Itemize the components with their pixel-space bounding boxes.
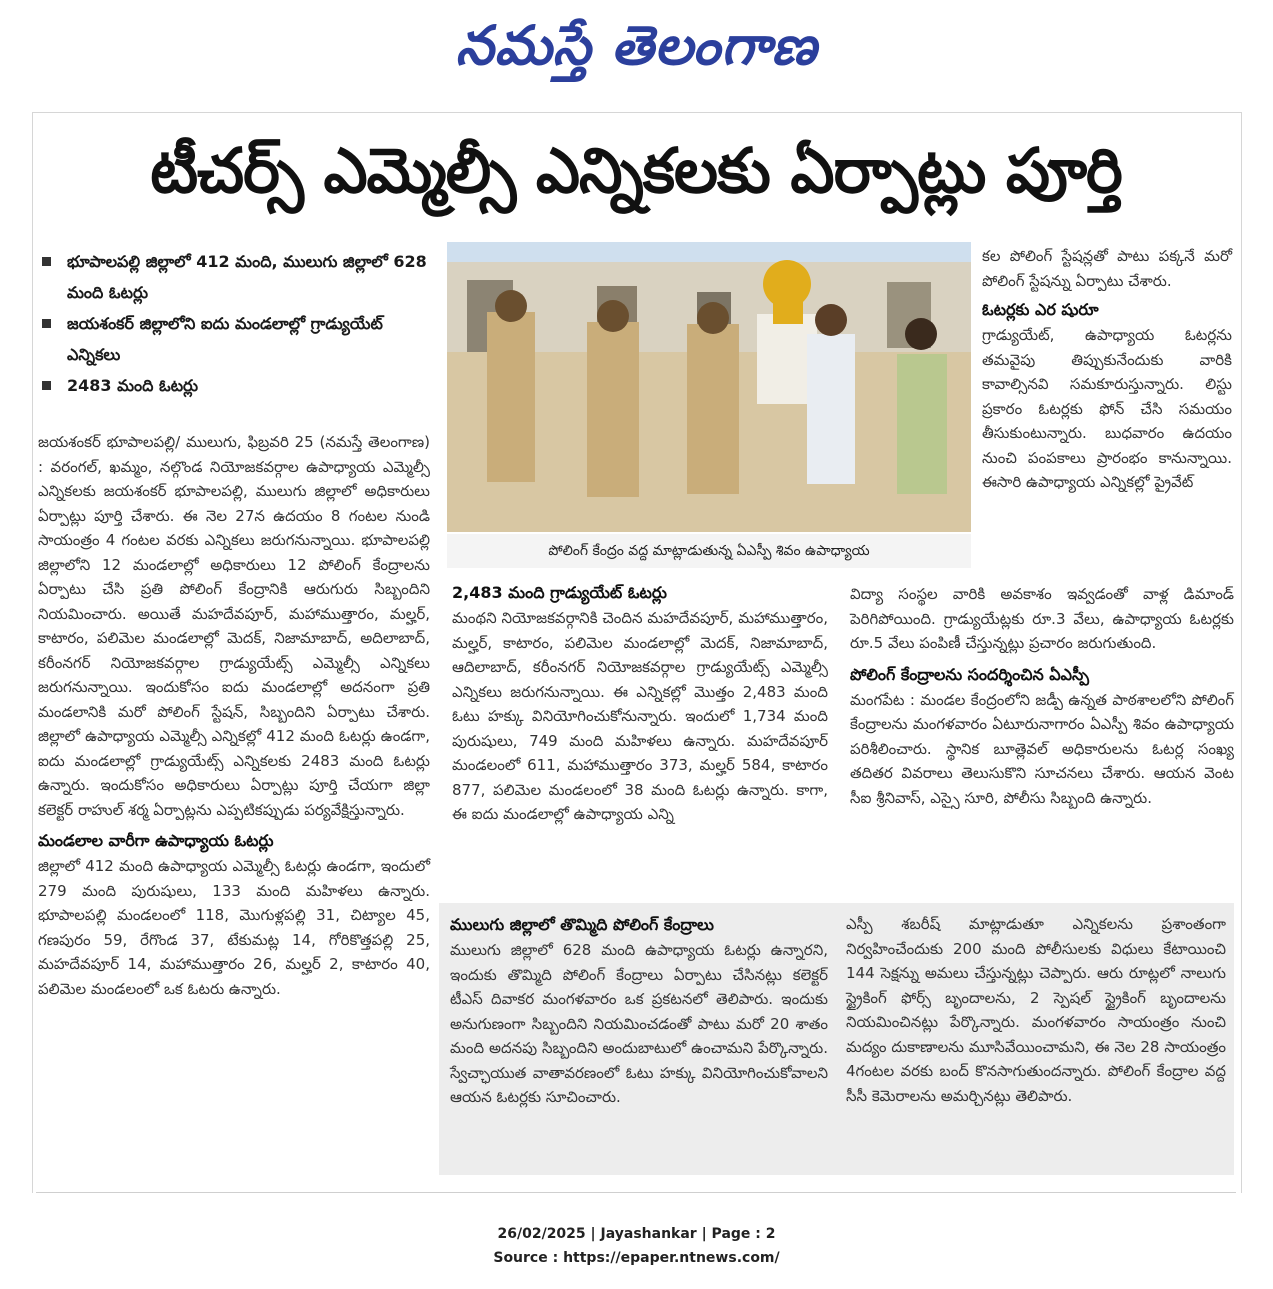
section-heading: ఓటర్లకు ఎర షురూ bbox=[982, 300, 1099, 319]
right-column-bottom bbox=[850, 582, 1234, 810]
bottom-divider bbox=[36, 1192, 1236, 1193]
bullet-list bbox=[36, 246, 431, 401]
box-left-column bbox=[450, 912, 828, 1110]
bullet-square-icon bbox=[42, 319, 51, 328]
box-body: ములుగు జిల్లాలో 628 మంది ఉపాధ్యాయ ఓటర్లు ఉన్నారని, ఇందుకు తొమ్మిది పోలింగ్ కేంద్రాలు ఏర్పాటు చేసినట్లు కలెక్టర్ టీఎస్ దివాకర మంగళవారం ఒక ప్రకటనలో తెలిపారు. ఇందుకు అనుగుణంగా సిబ్బందిని నియమించడంతో పాటు మరో 20 శాతం మంది అదనపు సిబ్బందిని అందుబాటులో ఉంచామని పేర్కొన్నారు. స్వేచ్ఛాయుత వాతావరణంలో ఓటు హక్కు వినియోగించుకోవాలని ఆయన ఓటర్లకు సూచించారు. bbox=[450, 941, 828, 1106]
continued-paragraph: కల పోలింగ్ స్టేషన్లతో పాటు పక్కనే మరో పోలింగ్ స్టేషన్ను ఏర్పాటు చేశారు. bbox=[982, 247, 1232, 290]
box-body: ఎస్పీ శబరీష్ మాట్లాడుతూ ఎన్నికలను ప్రశాంతంగా నిర్వహించేందుకు 200 మంది పోలీసులకు విధులు కేటాయించి 144 సెక్షన్ను అమలు చేస్తున్నట్లు చెప్పారు. ఆరు రూట్లలో నాలుగు స్ట్రైకింగ్ ఫోర్స్ బృందాలను, 2 స్పెషల్ స్ట్రైకింగ్ బృందాలను నియమించినట్లు పేర్కొన్నారు. మంగళవారం సాయంత్రం నుంచి మద్యం దుకాణాలను మూసివేయించామని, ఈ నెల 28 సాయంత్రం 4గంటల వరకు బంద్ కొనసాగుతుందన్నారు. పోలింగ్ కేంద్రాల వద్ద సీసీ కెమెరాలను అమర్చినట్లు తెలిపారు. bbox=[846, 915, 1226, 1105]
section-body: మంథని నియోజకవర్గానికి చెందిన మహదేవపూర్, మహాముత్తారం, మల్హర్, కాటారం, పలిమెల మండలాల్లో మెదక్, నిజామాబాద్, ఆదిలాబాద్, కరీంనగర్ నియోజకవర్గాల గ్రాడ్యుయేట్స్ ఎమ్మెల్సీ ఎన్నికలు జరుగనున్నాయి. ఈ ఎన్నికల్లో మొత్తం 2,483 మంది ఓటు హక్కు వినియోగించుకోనున్నారు. ఇందులో 1,734 మంది పురుషులు, 749 మంది మహిళలు ఉన్నారు. మహదేవపూర్ మండలంలో 611, మహాముత్తారం 373, మల్హర్ 584, కాటారం 877, పలిమెల మండలంలో 38 మంది ఓటర్లు ఉన్నారు. కాగా, ఈ ఐదు మండలాల్లో ఉపాధ్యాయ ఎన్ని bbox=[452, 609, 828, 823]
lead-paragraph: జయశంకర్ భూపాలపల్లి/ ములుగు, ఫిబ్రవరి 25 (నమస్తే తెలంగాణ) : వరంగల్, ఖమ్మం, నల్గొండ నియోజకవర్గాల ఉపాధ్యాయ ఎమ్మెల్సీ ఎన్నికలకు జయశంకర్ భూపాలపల్లి, ములుగు జిల్లాలో అధికారులు ఏర్పాట్లు పూర్తి చేశారు. ఈ నెల 27న ఉదయం 8 గంటల నుండి సాయంత్రం 4 గంటల వరకు ఎన్నికలు జరుగనున్నాయి. భూపాలపల్లి జిల్లాలోని 12 మండలాల్లో అధికారులు 12 పోలింగ్ కేంద్రాలను ఏర్పాటు చేసి ప్రతి పోలింగ్ కేంద్రానికి ఆరుగురు సిబ్బందిని నియమించారు. అయితే మహదేవపూర్, మహాముత్తారం, మల్హర్, కాటారం, పలిమెల మండలాల్లో మెదక్, నిజామాబాద్, అదిలాబాద్, కరీంనగర్ నియోజకవర్గాల గ్రాడ్యుయేట్స్ ఎమ్మెల్సీ ఎన్నికలు జరుగనున్నాయి. ఇందుకోసం ఐదు మండలాల్లో అదనంగా ప్రతి మండలానికి మరో పోలింగ్ స్టేషన్, సిబ్బందిని ఏర్పాటు చేశారు. జిల్లాలో ఉపాధ్యాయ ఎమ్మెల్సీ ఎన్నికల్లో 412 మంది ఓటర్లు ఉండగా, ఐదు మండలాల్లో గ్రాడ్యుయేట్స్ ఎన్నికలకు 2483 మంది ఓటర్లు ఉన్నారు. ఇందుకోసం అధికారులు ఏర్పాట్లు పూర్తి చేయగా జిల్లా కలెక్టర్ రాహుల్ శర్మ ఏర్పాట్లను ఎప్పటికప్పుడు పర్యవేక్షిస్తున్నారు. bbox=[38, 433, 430, 819]
continued-paragraph: విద్యా సంస్థల వారికి అవకాశం ఇవ్వడంతో వాళ్ల డిమాండ్ పెరిగిపోయింది. గ్రాడ్యుయేట్లకు రూ.3 వేలు, ఉపాధ్యాయ ఓటర్లకు రూ.5 వేలు పంపిణీ చేస్తున్నట్లు ప్రచారం జరుగుతుంది. bbox=[850, 585, 1234, 652]
bullet-item: 2483 మంది ఓటర్లు bbox=[36, 370, 431, 401]
bullet-square-icon bbox=[42, 381, 51, 390]
section-heading: పోలింగ్ కేంద్రాలను సందర్శించిన ఏఎస్పీ bbox=[850, 664, 1090, 684]
left-column bbox=[38, 430, 430, 1001]
newspaper-masthead: నమస్తే తెలంగాణ bbox=[455, 13, 818, 77]
photo-caption: పోలింగ్ కేంద్రం వద్ద మాట్లాడుతున్న ఏఎస్పీ శివం ఉపాధ్యాయ bbox=[447, 534, 971, 568]
footer-source-line: Source : https://epaper.ntnews.com/ bbox=[493, 1250, 780, 1266]
section-body: మంగపేట : మండల కేంద్రంలోని జడ్పీ ఉన్నత పాఠశాలలోని పోలింగ్ కేంద్రాలను మంగళవారం ఏటూరునాగారం ఏఎస్పీ శివం ఉపాధ్యాయ పరిశీలించారు. స్థానిక బూత్లెవల్ అధికారులను ఓటర్ల సంఖ్య తదితర వివరాలు తెలుసుకొని సూచనలు చేశారు. ఆయన వెంట సీఐ శ్రీనివాస్, ఎస్సై సూరి, పోలీసు సిబ్బంది ఉన్నారు. bbox=[850, 690, 1234, 807]
bullet-item: జయశంకర్ జిల్లాలోని ఐదు మండలాల్లో గ్రాడ్యుయేట్ ఎన్నికలు bbox=[36, 308, 431, 370]
news-photo bbox=[447, 242, 971, 532]
section-body: జిల్లాలో 412 మంది ఉపాధ్యాయ ఎమ్మెల్సీ ఓటర్లు ఉండగా, ఇందులో 279 మంది పురుషులు, 133 మంది మహిళలు ఉన్నారు. భూపాలపల్లి మండలంలో 118, మొగుళ్లపల్లి 31, చిట్యాల 45, గణపురం 59, రేగొండ 37, టేకుమట్ల 14, గోరికొత్తపల్లి 25, మహదేవపూర్ 14, మహాముత్తారం 26, మల్హర్ 2, కాటారం 40, పలిమెల మండలంలో ఒక ఓటరు ఉన్నారు. bbox=[38, 857, 430, 998]
bullet-square-icon bbox=[42, 257, 51, 266]
box-heading: ములుగు జిల్లాలో తొమ్మిది పోలింగ్ కేంద్రాలు bbox=[450, 915, 714, 934]
section-body: గ్రాడ్యుయేట్, ఉపాధ్యాయ ఓటర్లను తమవైపు తిప్పుకునేందుకు వారికి కావాల్సినవి సమకూరుస్తున్నారు. లిస్టు ప్రకారం ఓటర్లకు ఫోన్ చేసి సమయం తీసుకుంటున్నారు. బుధవారం ఉదయం నుంచి పంపకాలు ప్రారంభం కానున్నాయి. ఈసారి ఉపాధ్యాయ ఎన్నికల్లో ప్రైవేట్ bbox=[982, 326, 1232, 491]
section-heading: మండలాల వారీగా ఉపాధ్యాయ ఓటర్లు bbox=[38, 831, 274, 850]
middle-column bbox=[452, 580, 828, 827]
right-column-top bbox=[982, 244, 1232, 495]
section-heading: 2,483 మంది గ్రాడ్యుయేట్ ఓటర్లు bbox=[452, 583, 667, 602]
box-right-column bbox=[846, 912, 1226, 1108]
footer-date-line: 26/02/2025 | Jayashankar | Page : 2 bbox=[497, 1226, 776, 1242]
article-headline: టీచర్స్ ఎమ్మెల్సీ ఎన్నికలకు ఏర్పాట్లు పూర్తి bbox=[150, 134, 1122, 207]
bullet-item: భూపాలపల్లి జిల్లాలో 412 మంది, ములుగు జిల్లాలో 628 మంది ఓటర్లు bbox=[36, 246, 431, 308]
police-officers-illustration bbox=[447, 242, 971, 532]
